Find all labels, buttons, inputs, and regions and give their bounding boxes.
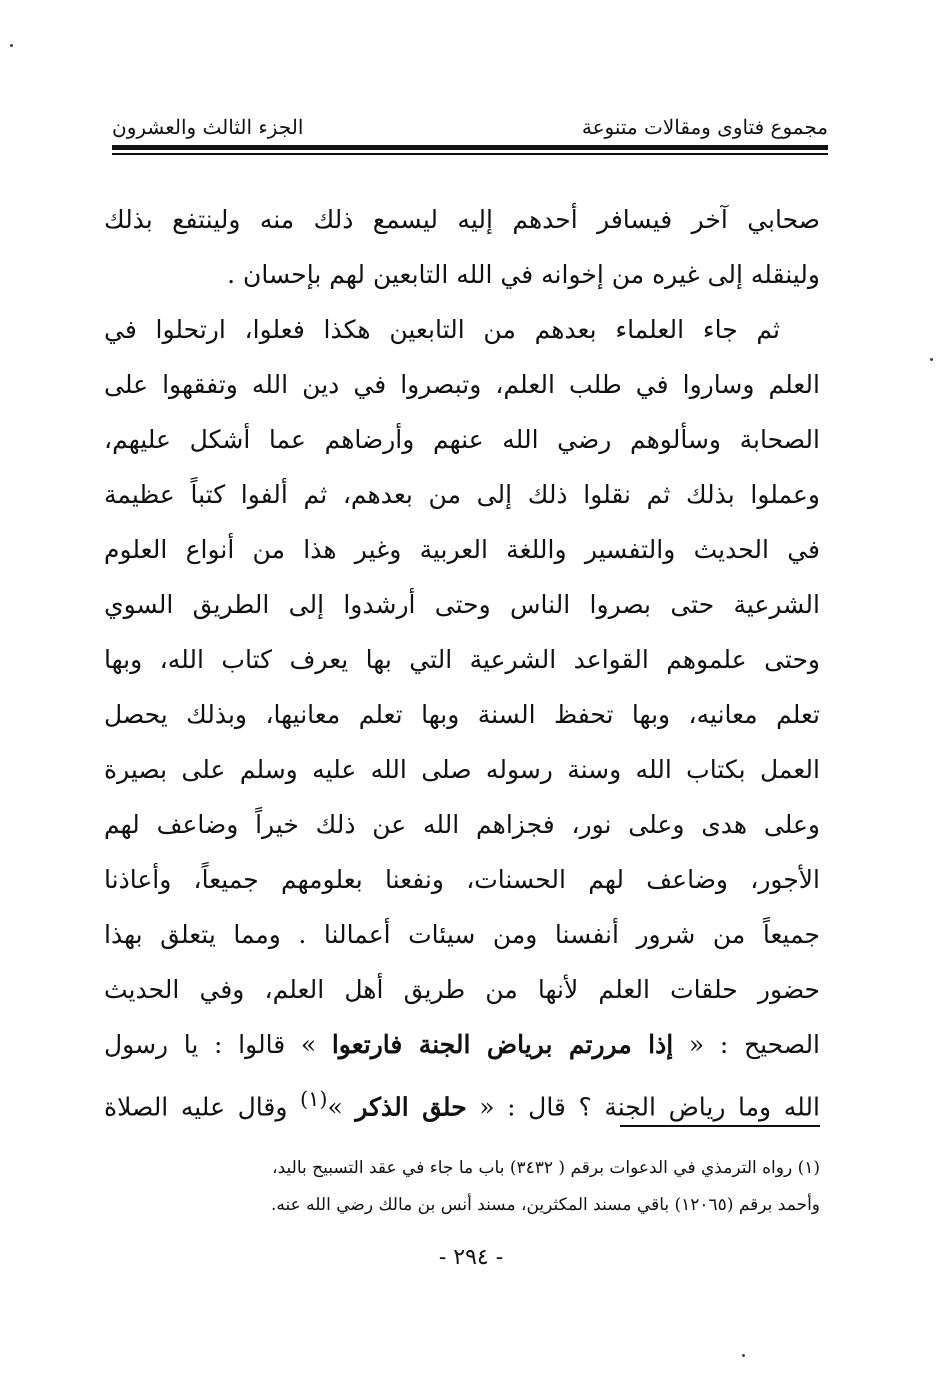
- body-line: وعلى هدى وعلى نور، فجزاهم الله عن ذلك خيراً وضاعف لهم: [104, 810, 820, 839]
- body-line: جميعاً من شرور أنفسنا ومن سيئات أعمالنا . ومما يتعلق بهذا: [104, 920, 820, 949]
- scan-speck: [742, 1354, 745, 1357]
- page-number: - ٢٩٤ -: [438, 1245, 504, 1270]
- final-line-intro: الله وما رياض الجنة ؟ قال : «: [479, 1092, 820, 1122]
- footnote-marker[interactable]: (١): [299, 1087, 328, 1111]
- body-line: الشرعية حتى بصروا الناس وحتى أرشدوا إلى الطريق السوي: [104, 590, 820, 619]
- volume-label: الجزء الثالث والعشرون: [112, 115, 304, 139]
- body-line: الأجور، وضاعف لهم الحسنات، ونفعنا بعلومهم جميعاً، وأعاذنا: [104, 865, 820, 894]
- body-line: صحابي آخر فيسافر أحدهم إليه ليسمع ذلك منه ولينتفع بذلك: [104, 205, 820, 234]
- body-line: العمل بكتاب الله وسنة رسوله صلى الله عليه وسلم على بصيرة: [104, 755, 820, 784]
- scan-speck: [10, 44, 13, 47]
- body-line: تعلم معانيه، وبها تحفظ السنة وبها تعلم معانيها، وبذلك يحصل: [104, 700, 820, 729]
- body-line: وعملوا بذلك ثم نقلوا ذلك إلى من بعدهم، ثم ألفوا كتباً عظيمة: [104, 480, 820, 509]
- body-line: الصحابة وسألوهم رضي الله عنهم وأرضاهم عما أشكل عليهم،: [104, 425, 820, 454]
- body-line: حضور حلقات العلم لأنها من طريق أهل العلم، وفي الحديث: [104, 975, 820, 1004]
- body-text: [104, 192, 820, 1134]
- body-line: في الحديث والتفسير واللغة العربية وغير هذا من أنواع العلوم: [104, 535, 820, 564]
- body-line: وحتى علموهم القواعد الشرعية التي بها يعرف كتاب الله، وبها: [104, 645, 820, 674]
- hadith-intro: الصحيح : «: [688, 1030, 821, 1059]
- footnote-rule: [620, 1125, 820, 1127]
- scan-speck: [930, 358, 933, 361]
- hadith-line: [104, 1017, 820, 1072]
- footnotes: [120, 1150, 820, 1224]
- header-rule-thin: [112, 153, 828, 155]
- final-line-close: »: [327, 1092, 343, 1122]
- hadith-continuation: » قالوا : يا رسول: [104, 1030, 317, 1059]
- hadith-quote: إذا مررتم برياض الجنة فارتعوا: [331, 1030, 674, 1059]
- final-line-quote: حلق الذكر: [355, 1092, 467, 1122]
- body-line: العلم وساروا في طلب العلم، وتبصروا في دين الله وتفقهوا على: [104, 370, 820, 399]
- body-line: ولينقله إلى غيره من إخوانه في الله التابعين لهم بإحسان .: [227, 260, 820, 289]
- body-line: ثم جاء العلماء بعدهم من التابعين هكذا فعلوا، ارتحلوا في: [104, 315, 780, 344]
- footnote-line: (١) رواه الترمذي في الدعوات برقم ( ٣٤٣٢) باب ما جاء في عقد التسبيح باليد،: [272, 1158, 820, 1178]
- running-head: [112, 112, 828, 142]
- final-line-rest: وقال عليه الصلاة: [104, 1092, 300, 1122]
- footnote-line: وأحمد برقم (١٢٠٦٥) باقي مسند المكثرين، مسند أنس بن مالك رضي الله عنه.: [270, 1195, 820, 1215]
- header-rule-thick: [112, 145, 828, 150]
- book-title: مجموع فتاوى ومقالات متنوعة: [581, 115, 828, 139]
